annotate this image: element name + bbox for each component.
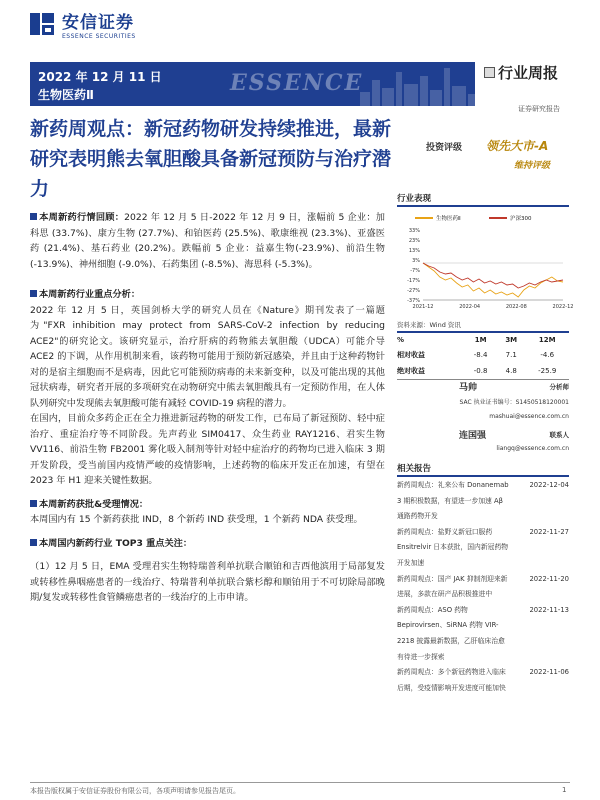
company-logo — [30, 8, 136, 40]
performance-table — [397, 331, 569, 380]
section-text: 2022 年 12 月 5 日-2022 年 12 月 9 日，涨幅前 5 企业：加科思 (33.7%)、康方生物 (27.7%)、和铂医药 (25.5%)、歌康维视 (23.3%)、亚盛医药 (21.4%)、基石药业 (20.2%)。跌幅前 5 企业：益嘉生物(-23.9%)、前沿生物(-13.9%)、神州细胞 (-9.0%)、石药集团 (-8.5%)、海思科 (-5.3%)。 — [30, 212, 385, 270]
chart-source: 资料来源：Wind 资讯 — [397, 321, 461, 329]
y-tick-label: -37% — [407, 298, 420, 304]
top3-paragraph: （1）12 月 5 日，EMA 受理君实生物特瑞普利单抗联合顺铂和吉西他滨用于局部复发或转移性鼻咽癌患者的一线治疗、特瑞普利单抗联合紫杉醇和顺铂用于不可切除局部晚期/复发或转移性食管鳞癌患者的一线治疗的上市申请。 — [30, 561, 385, 603]
section-heading: 本周新药获批&受理情况： — [39, 498, 149, 510]
report-category: 证券研究报告 — [518, 105, 560, 113]
page-title: 新药周观点：新冠药物研发持续推进，最新研究表明熊去氧胆酸具备新冠预防与治疗潜力 — [30, 118, 392, 200]
contact-block — [397, 428, 569, 464]
row-label: 绝对收益 — [397, 363, 464, 380]
legend-swatch — [415, 217, 433, 219]
table-header-row — [397, 332, 569, 347]
analysis-paragraph-2: 在国内，目前众多药企正在全力推进新冠药物的研发工作，已布局了新冠预防、轻中症治疗、重症治疗等不同阶段。先声药业 SIM0417、众生药业 RAY1216、君实生物 VV116、前沿生物 FB2001 雾化吸入制剂等针对轻中症治疗的药物均已进入临床 3 期开发阶段，受当前国内疫情严峻的疫情影响，上述药物的临床开发正在加速，有望在 2023 年 H1 迎来关键性数据。 — [30, 413, 385, 486]
table-row — [397, 363, 569, 380]
x-tick-label: 2021-12 — [412, 304, 434, 310]
section-heading: 本周新药行情回顾： — [39, 212, 125, 223]
list-item[interactable]: 新药周观点：盐野义新冠口服药 Ensitrelvir 日本获批，国内新冠药物开发加速 2022-11-27 — [397, 527, 569, 567]
bullet-square-icon — [30, 213, 37, 220]
report-date: 2022 年 12 月 11 日 — [38, 70, 162, 84]
table-cell: 7.1 — [505, 351, 517, 359]
series-line — [423, 263, 563, 288]
column-header: 1M — [464, 332, 497, 347]
analysis-paragraph-1: 2022 年 12 月 5 日，英国剑桥大学的研究人员在《Nature》期刊发表了一篇题为"FXR inhibition may protect from SARS-CoV-2 infection by reducing ACE2"的研究论文。该研究显示，治疗肝病的药物熊去氧胆酸（UDCA）可能介导 ACE2 的下调，从作用机制来看，该药物可能用于预防新冠感染，并且由于这种药物针对的是宿主细胞而不是病毒，因此它可能预防病毒的未来新变种，以及可能出现的其他冠状病毒，研究者开展的多项研究在动物研究中熊去氧胆酸具有一定预防作用，在人体队列研究中发现熊去氧胆酸可能有减轻 COVID-19 病程的潜力。 — [30, 304, 385, 409]
table-cell: -8.4 — [473, 351, 488, 359]
top3-heading-paragraph — [30, 536, 385, 552]
contact-role: 联系人 — [549, 431, 569, 439]
page-number: 1 — [562, 786, 567, 794]
list-item[interactable]: 新药周观点：国产 JAK 抑制剂迎来新进展，多款在研产品积极推进中 2022-11-20 — [397, 574, 569, 599]
approvals-paragraph: 本周国内有 15 个新药获批 IND，8 个新药 IND 获受理，1 个新药 NDA 获受理。 — [30, 514, 363, 525]
row-label: 相对收益 — [397, 351, 425, 359]
table-row — [397, 347, 569, 363]
bullet-square-icon — [30, 539, 37, 546]
skyline-graphic — [360, 66, 475, 106]
analyst-email[interactable]: mashuai@essence.com.cn — [489, 413, 569, 420]
x-tick-label: 2022-04 — [459, 304, 481, 310]
column-header: % — [397, 332, 464, 347]
section-heading: 本周新药行业重点分析： — [39, 289, 141, 300]
industry-performance-heading: 行业表现 — [397, 192, 569, 207]
legend-swatch — [489, 217, 507, 219]
rating-status: 维持评级 — [514, 161, 551, 171]
market-review-paragraph — [30, 210, 385, 272]
list-item[interactable]: 新药周观点：多个新冠药物进入临床后期，受疫情影响开发进度可能加快 2022-11-06 — [397, 668, 569, 692]
legend-item-index: 沪深300 — [489, 214, 532, 222]
related-reports-list — [397, 478, 569, 696]
banner-watermark: ESSENCE — [230, 70, 364, 96]
report-type-icon — [484, 67, 495, 78]
y-tick-label: 33% — [408, 228, 420, 234]
table-cell: 4.8 — [497, 363, 525, 380]
section-heading: 本周国内新药行业 TOP3 重点关注： — [39, 537, 193, 549]
analyst-name: 马帅 — [459, 383, 478, 393]
rating-value: 领先大市-A — [486, 139, 549, 153]
table-cell: -25.9 — [525, 363, 569, 380]
analyst-cert: SAC 执业证书编号：S1450518120001 — [459, 399, 569, 406]
line-chart-svg — [397, 208, 574, 316]
list-item[interactable]: 新药周观点：ASO 药物 Bepirovirsen、SiRNA 药物 VIR-2218 披露最新数据，乙肝临床治愈有待进一步探索 2022-11-13 — [397, 605, 569, 661]
legend-item-sector: 生物医药Ⅱ — [415, 214, 461, 222]
header-banner — [30, 62, 475, 106]
table-cell: -0.8 — [464, 363, 497, 380]
approvals-heading-paragraph — [30, 497, 385, 513]
x-tick-label: 2022-12 — [552, 304, 574, 310]
table-cell: -4.6 — [540, 351, 555, 359]
rating-label: 投资评级 — [426, 143, 463, 153]
footer-disclaimer: 本报告版权属于安信证券股份有限公司，各项声明请参见报告尾页。 — [30, 787, 240, 795]
x-tick-label: 2022-08 — [505, 304, 527, 310]
y-tick-label: 3% — [412, 258, 420, 264]
report-type-label: 行业周报 — [484, 62, 558, 83]
logo-name: 安信证券 — [62, 13, 134, 33]
y-tick-label: -17% — [407, 278, 420, 284]
y-tick-label: -27% — [407, 288, 420, 294]
performance-chart — [397, 208, 574, 316]
logo-icon — [30, 11, 56, 37]
analyst-role: 分析师 — [549, 383, 569, 391]
footer-divider — [30, 782, 570, 783]
list-item[interactable]: 新药周观点：礼来公布 Donanemab 3 期积极数据，有望进一步加速 Aβ 通路药物开发 2022-12-04 — [397, 481, 569, 521]
column-header: 3M — [497, 332, 525, 347]
logo-name-en: ESSENCE SECURITIES — [62, 33, 136, 40]
analyst-block — [397, 380, 569, 428]
y-tick-label: 13% — [408, 248, 420, 254]
bullet-square-icon — [30, 290, 37, 297]
report-body — [30, 210, 385, 606]
sector-name: 生物医药Ⅱ — [38, 88, 94, 102]
analysis-heading-paragraph — [30, 287, 385, 303]
column-header: 12M — [525, 332, 569, 347]
series-line — [423, 263, 563, 297]
y-tick-label: -7% — [410, 268, 420, 274]
bullet-square-icon — [30, 500, 37, 507]
contact-name: 连国强 — [459, 431, 487, 441]
y-tick-label: 23% — [408, 238, 420, 244]
contact-email[interactable]: liangq@essence.com.cn — [496, 445, 569, 452]
related-reports-heading: 相关报告 — [397, 462, 569, 477]
